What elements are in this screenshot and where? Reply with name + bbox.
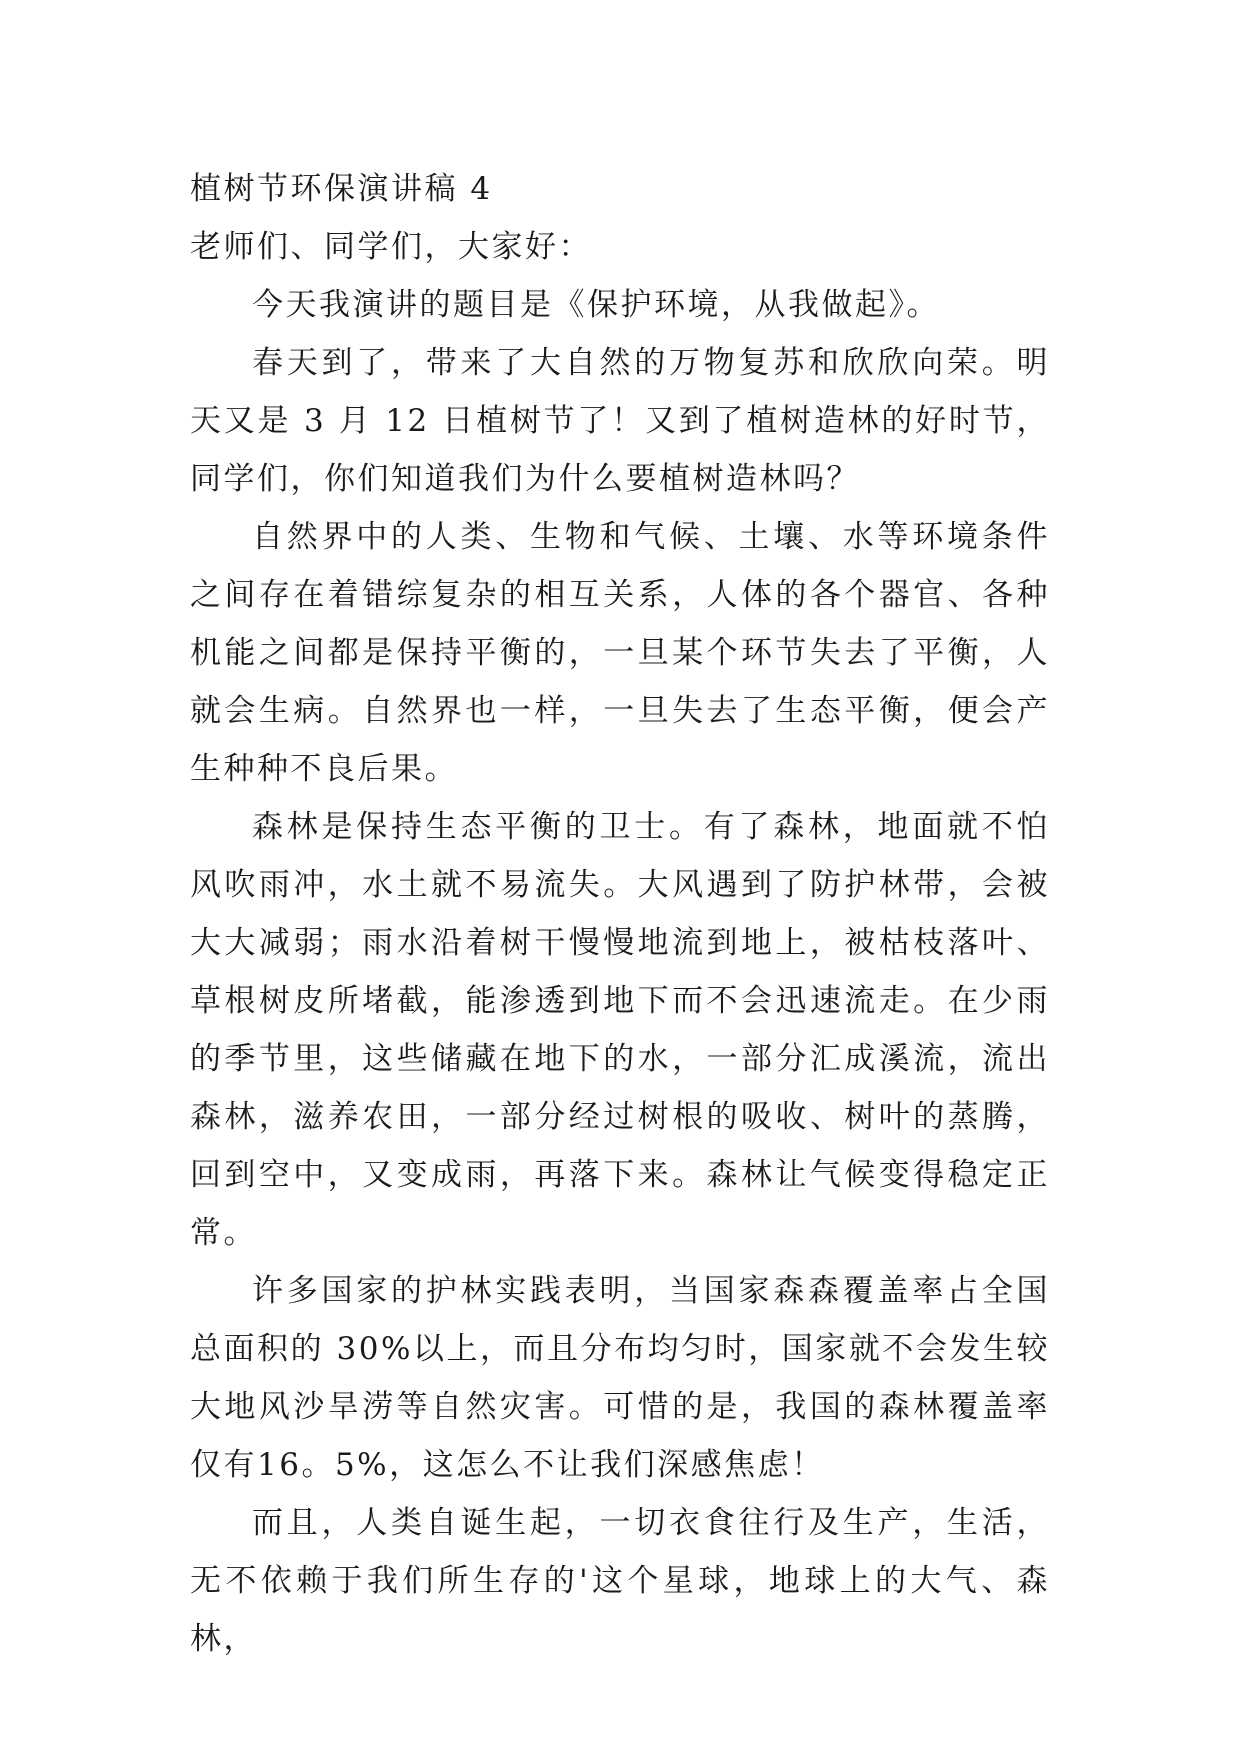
paragraph-forest-coverage: 许多国家的护林实践表明，当国家森森覆盖率占全国总面积的 30%以上，而且分布均匀时，国家就不会发生较大地风沙旱涝等自然灾害。可惜的是，我国的森林覆盖率仅有16。5%，这怎么不让我们深感焦虑！: [190, 1273, 1050, 1483]
document-title: 植树节环保演讲稿 4: [190, 171, 493, 207]
paragraph-forest-guardian: 森林是保持生态平衡的卫士。有了森林，地面就不怕风吹雨冲，水土就不易流失。大风遇到了防护林带，会被大大减弱；雨水沿着树干慢慢地流到地上，被枯枝落叶、草根树皮所堵截，能渗透到地下而不会迅速流走。在少雨的季节里，这些储藏在地下的水，一部分汇成溪流，流出森林，滋养农田，一部分经过树根的吸收、树叶的蒸腾，回到空中，又变成雨，再落下来。森林让气候变得稳定正常。: [190, 809, 1050, 1251]
paragraph-spring: 春天到了，带来了大自然的万物复苏和欣欣向荣。明天又是 3 月 12 日植树节了！又到了植树造林的好时节，同学们，你们知道我们为什么要植树造林吗？: [190, 345, 1050, 497]
paragraph-topic: 今天我演讲的题目是《保护环境，从我做起》。: [252, 287, 940, 323]
paragraph-human-dependence: 而且，人类自诞生起，一切衣食往行及生产，生活，无不依赖于我们所生存的'这个星球，地球上的大气、森林，: [190, 1505, 1050, 1657]
greeting-line: 老师们、同学们，大家好：: [190, 229, 592, 265]
paragraph-nature-balance: 自然界中的人类、生物和气候、土壤、水等环境条件之间存在着错综复杂的相互关系，人体的各个器官、各种机能之间都是保持平衡的，一旦某个环节失去了平衡，人就会生病。自然界也一样，一旦失去了生态平衡，便会产生种种不良后果。: [190, 519, 1050, 787]
document-body: [190, 160, 1050, 1668]
